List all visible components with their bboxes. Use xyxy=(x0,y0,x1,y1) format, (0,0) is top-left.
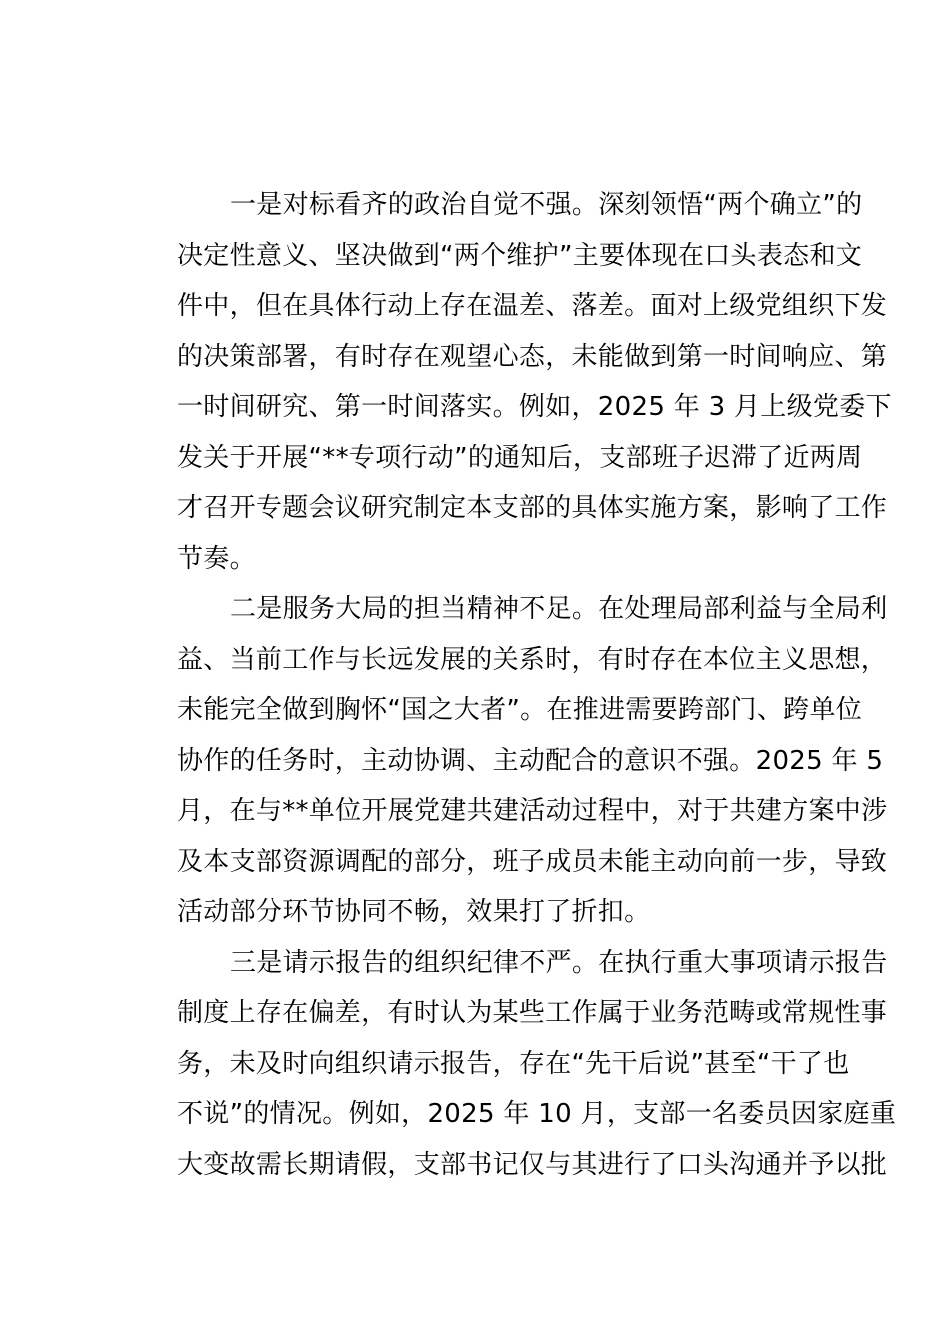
paragraph-line: 发关于开展“**专项行动”的通知后，支部班子迟滞了近两周 xyxy=(177,442,863,473)
paragraph-line: 件中，但在具体行动上存在温差、落差。面对上级党组织下发 xyxy=(177,291,888,321)
paragraph-line: 不说”的情况。例如，2025 年 10 月，支部一名委员因家庭重 xyxy=(177,1099,897,1129)
paragraph-line: 益、当前工作与长远发展的关系时，有时存在本位主义思想， xyxy=(177,644,888,675)
paragraph-line: 才召开专题会议研究制定本支部的具体实施方案，影响了工作 xyxy=(177,493,888,523)
paragraph-line: 二是服务大局的担当精神不足。在处理局部利益与全局利 xyxy=(230,594,888,624)
paragraph-line: 一是对标看齐的政治自觉不强。深刻领悟“两个确立”的 xyxy=(230,190,863,220)
paragraph-2 xyxy=(125,584,888,938)
paragraph-3 xyxy=(125,938,897,1191)
paragraph-line: 大变故需长期请假，支部书记仅与其进行了口头沟通并予以批 xyxy=(177,1149,888,1180)
paragraph-line: 决定性意义、坚决做到“两个维护”主要体现在口头表态和文 xyxy=(177,240,863,271)
paragraph-line: 月，在与**单位开展党建共建活动过程中，对于共建方案中涉 xyxy=(177,796,888,826)
paragraph-line: 活动部分环节协同不畅，效果打了折扣。 xyxy=(177,897,651,927)
paragraph-line: 协作的任务时，主动协调、主动配合的意识不强。2025 年 5 xyxy=(177,745,884,776)
paragraph-line: 节奏。 xyxy=(177,543,256,574)
document-body xyxy=(125,180,897,1190)
paragraph-line: 制度上存在偏差，有时认为某些工作属于业务范畴或常规性事 xyxy=(177,998,888,1028)
paragraph-line: 务，未及时向组织请示报告，存在“先干后说”甚至“干了也 xyxy=(177,1048,850,1079)
paragraph-line: 三是请示报告的组织纪律不严。在执行重大事项请示报告 xyxy=(230,947,888,978)
paragraph-line: 的决策部署，有时存在观望心态，未能做到第一时间响应、第 xyxy=(177,341,888,372)
paragraph-1 xyxy=(125,180,892,584)
paragraph-line: 及本支部资源调配的部分，班子成员未能主动向前一步，导致 xyxy=(177,846,888,877)
paragraph-line: 一时间研究、第一时间落实。例如，2025 年 3 月上级党委下 xyxy=(177,392,892,422)
paragraph-line: 未能完全做到胸怀“国之大者”。在推进需要跨部门、跨单位 xyxy=(177,695,863,725)
